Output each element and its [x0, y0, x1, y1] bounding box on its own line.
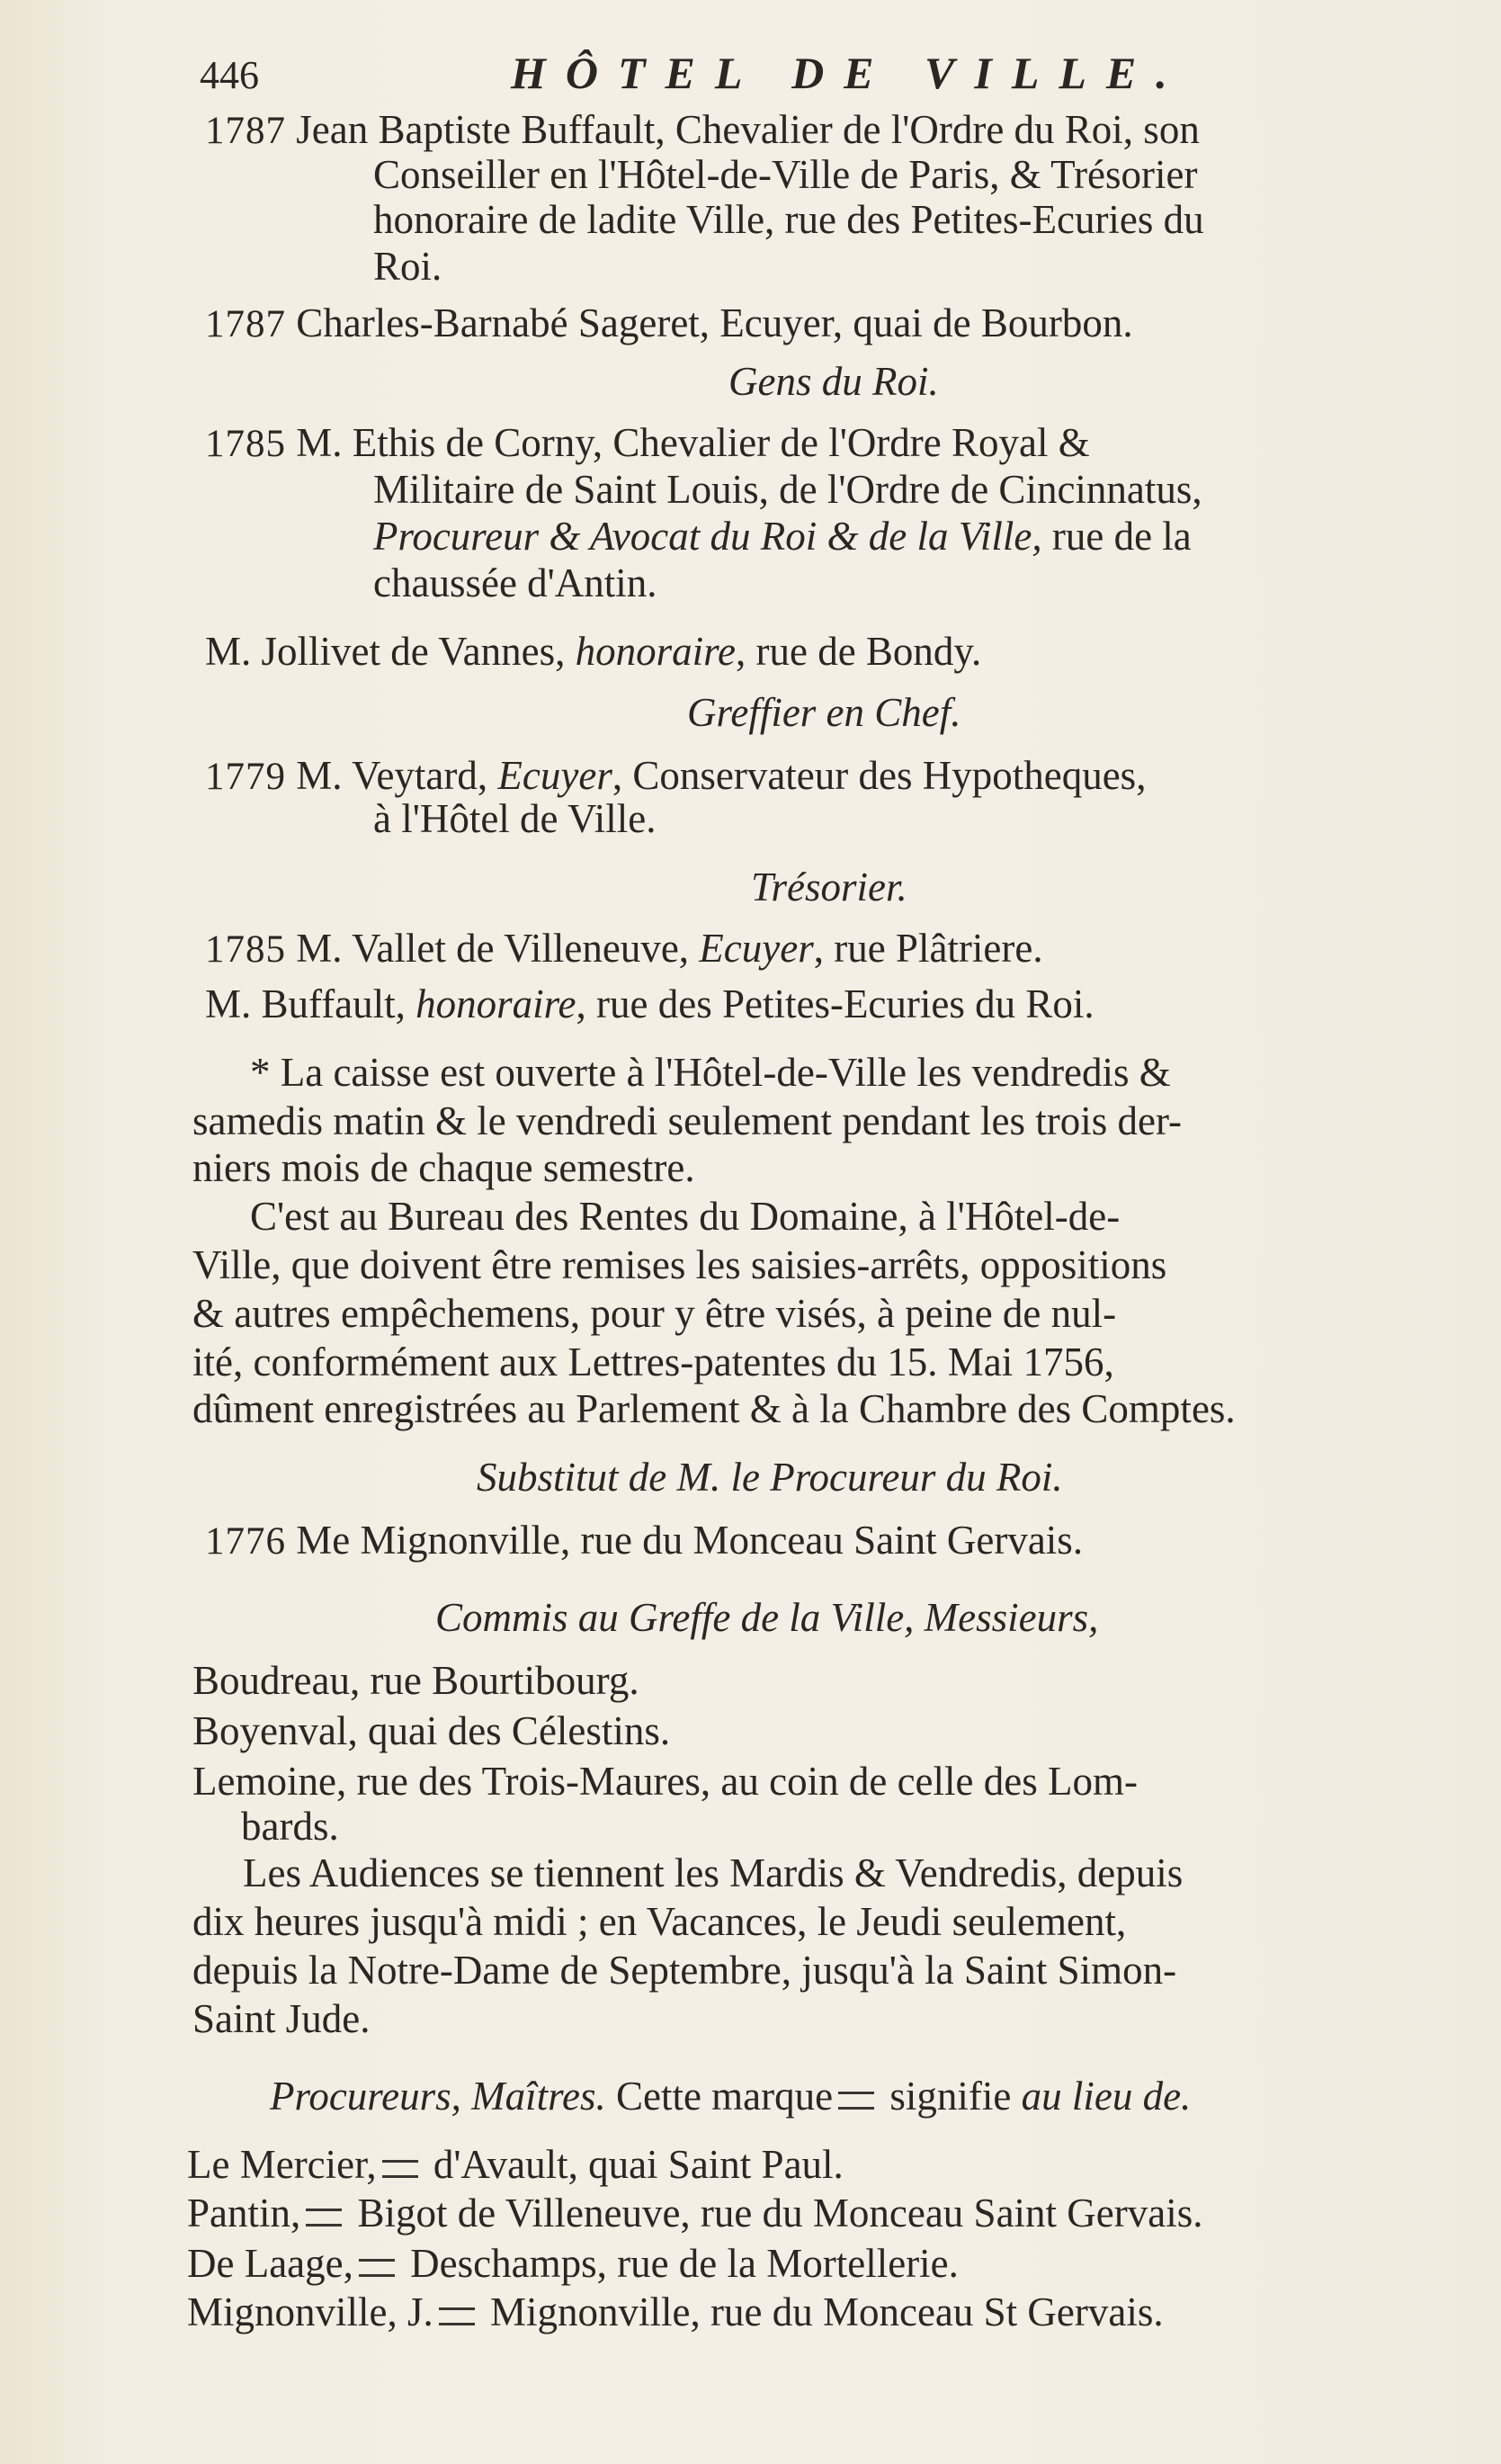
entry-line: Procureur & Avocat du Roi & de la Ville, rue de la — [373, 514, 1192, 559]
body-line: depuis la Notre-Dame de Septembre, jusqu'à la Saint Simon- — [192, 1948, 1177, 1993]
body-line: samedis matin & le vendredi seulement pendant les trois der- — [192, 1098, 1183, 1143]
body-line: dix heures jusqu'à midi ; en Vacances, le Jeudi seulement, — [192, 1899, 1127, 1944]
entry-line: 1787 Charles-Barnabé Sageret, Ecuyer, quai de Bourbon. — [205, 300, 1133, 345]
entry-line: Pantin, Bigot de Villeneuve, rue du Monceau Saint Gervais. — [187, 2191, 1203, 2236]
substitution-mark-icon — [382, 2160, 418, 2178]
body-line: dûment enregistrées au Parlement & à la Chambre des Comptes. — [192, 1386, 1236, 1431]
entry-line: à l'Hôtel de Ville. — [373, 796, 657, 841]
entry-line: Conseiller en l'Hôtel-de-Ville de Paris, & Trésorier — [373, 152, 1198, 197]
entry-line: Lemoine, rue des Trois-Maures, au coin de celle des Lom- — [192, 1759, 1138, 1804]
entry-line: bards. — [241, 1804, 339, 1849]
entry-line: M. Buffault, honoraire, rue des Petites-Ecuries du Roi. — [205, 981, 1094, 1026]
entry-line: Le Mercier, d'Avault, quai Saint Paul. — [187, 2142, 844, 2187]
entry-line: Mignonville, J. Mignonville, rue du Monceau St Gervais. — [187, 2289, 1164, 2334]
substitution-mark-icon — [838, 2092, 874, 2110]
section-heading: Greffier en Chef. — [687, 690, 961, 735]
entry-line: Boyenval, quai des Célestins. — [192, 1708, 671, 1753]
section-heading: Procureurs, Maîtres. Cette marque signifie au lieu de. — [270, 2074, 1192, 2119]
running-title: HÔTEL DE VILLE. — [511, 48, 1187, 98]
section-heading: Substitut de M. le Procureur du Roi. — [477, 1455, 1063, 1500]
entry-line: Boudreau, rue Bourtibourg. — [192, 1658, 639, 1703]
substitution-mark-icon — [439, 2307, 475, 2325]
entry-line: 1776 Me Mignonville, rue du Monceau Saint Gervais. — [205, 1518, 1084, 1563]
substitution-mark-icon — [359, 2259, 395, 2277]
body-line: & autres empêchemens, pour y être visés, à peine de nul- — [192, 1291, 1117, 1336]
body-line: * La caisse est ouverte à l'Hôtel-de-Ville les vendredis & — [250, 1050, 1171, 1095]
entry-line: 1787 Jean Baptiste Buffault, Chevalier de l'Ordre du Roi, son — [205, 107, 1200, 152]
entry-line: Militaire de Saint Louis, de l'Ordre de Cincinnatus, — [373, 467, 1202, 512]
entry-line: 1779 M. Veytard, Ecuyer, Conservateur des Hypotheques, — [205, 753, 1147, 798]
body-line: Saint Jude. — [192, 1996, 371, 2041]
substitution-mark-icon — [306, 2209, 342, 2227]
entry-line: Roi. — [373, 244, 442, 289]
entry-line: honoraire de ladite Ville, rue des Petites-Ecuries du — [373, 197, 1204, 242]
section-heading: Commis au Greffe de la Ville, Messieurs, — [435, 1595, 1099, 1640]
section-heading: Gens du Roi. — [728, 359, 939, 404]
section-heading: Trésorier. — [751, 865, 907, 909]
body-line: ité, conformément aux Lettres-patentes du 15. Mai 1756, — [192, 1340, 1114, 1384]
entry-line: chaussée d'Antin. — [373, 560, 657, 605]
page-number: 446 — [200, 53, 259, 97]
entry-line: 1785 M. Vallet de Villeneuve, Ecuyer, rue Plâtriere. — [205, 926, 1043, 971]
body-line: Les Audiences se tiennent les Mardis & Vendredis, depuis — [243, 1850, 1184, 1895]
body-line: C'est au Bureau des Rentes du Domaine, à l'Hôtel-de- — [250, 1194, 1121, 1239]
body-line: Ville, que doivent être remises les saisies-arrêts, oppositions — [192, 1242, 1167, 1287]
body-line: niers mois de chaque semestre. — [192, 1145, 695, 1190]
entry-line: M. Jollivet de Vannes, honoraire, rue de Bondy. — [205, 629, 982, 674]
entry-line: De Laage, Deschamps, rue de la Mortellerie. — [187, 2241, 959, 2286]
entry-line: 1785 M. Ethis de Corny, Chevalier de l'Ordre Royal & — [205, 420, 1090, 465]
